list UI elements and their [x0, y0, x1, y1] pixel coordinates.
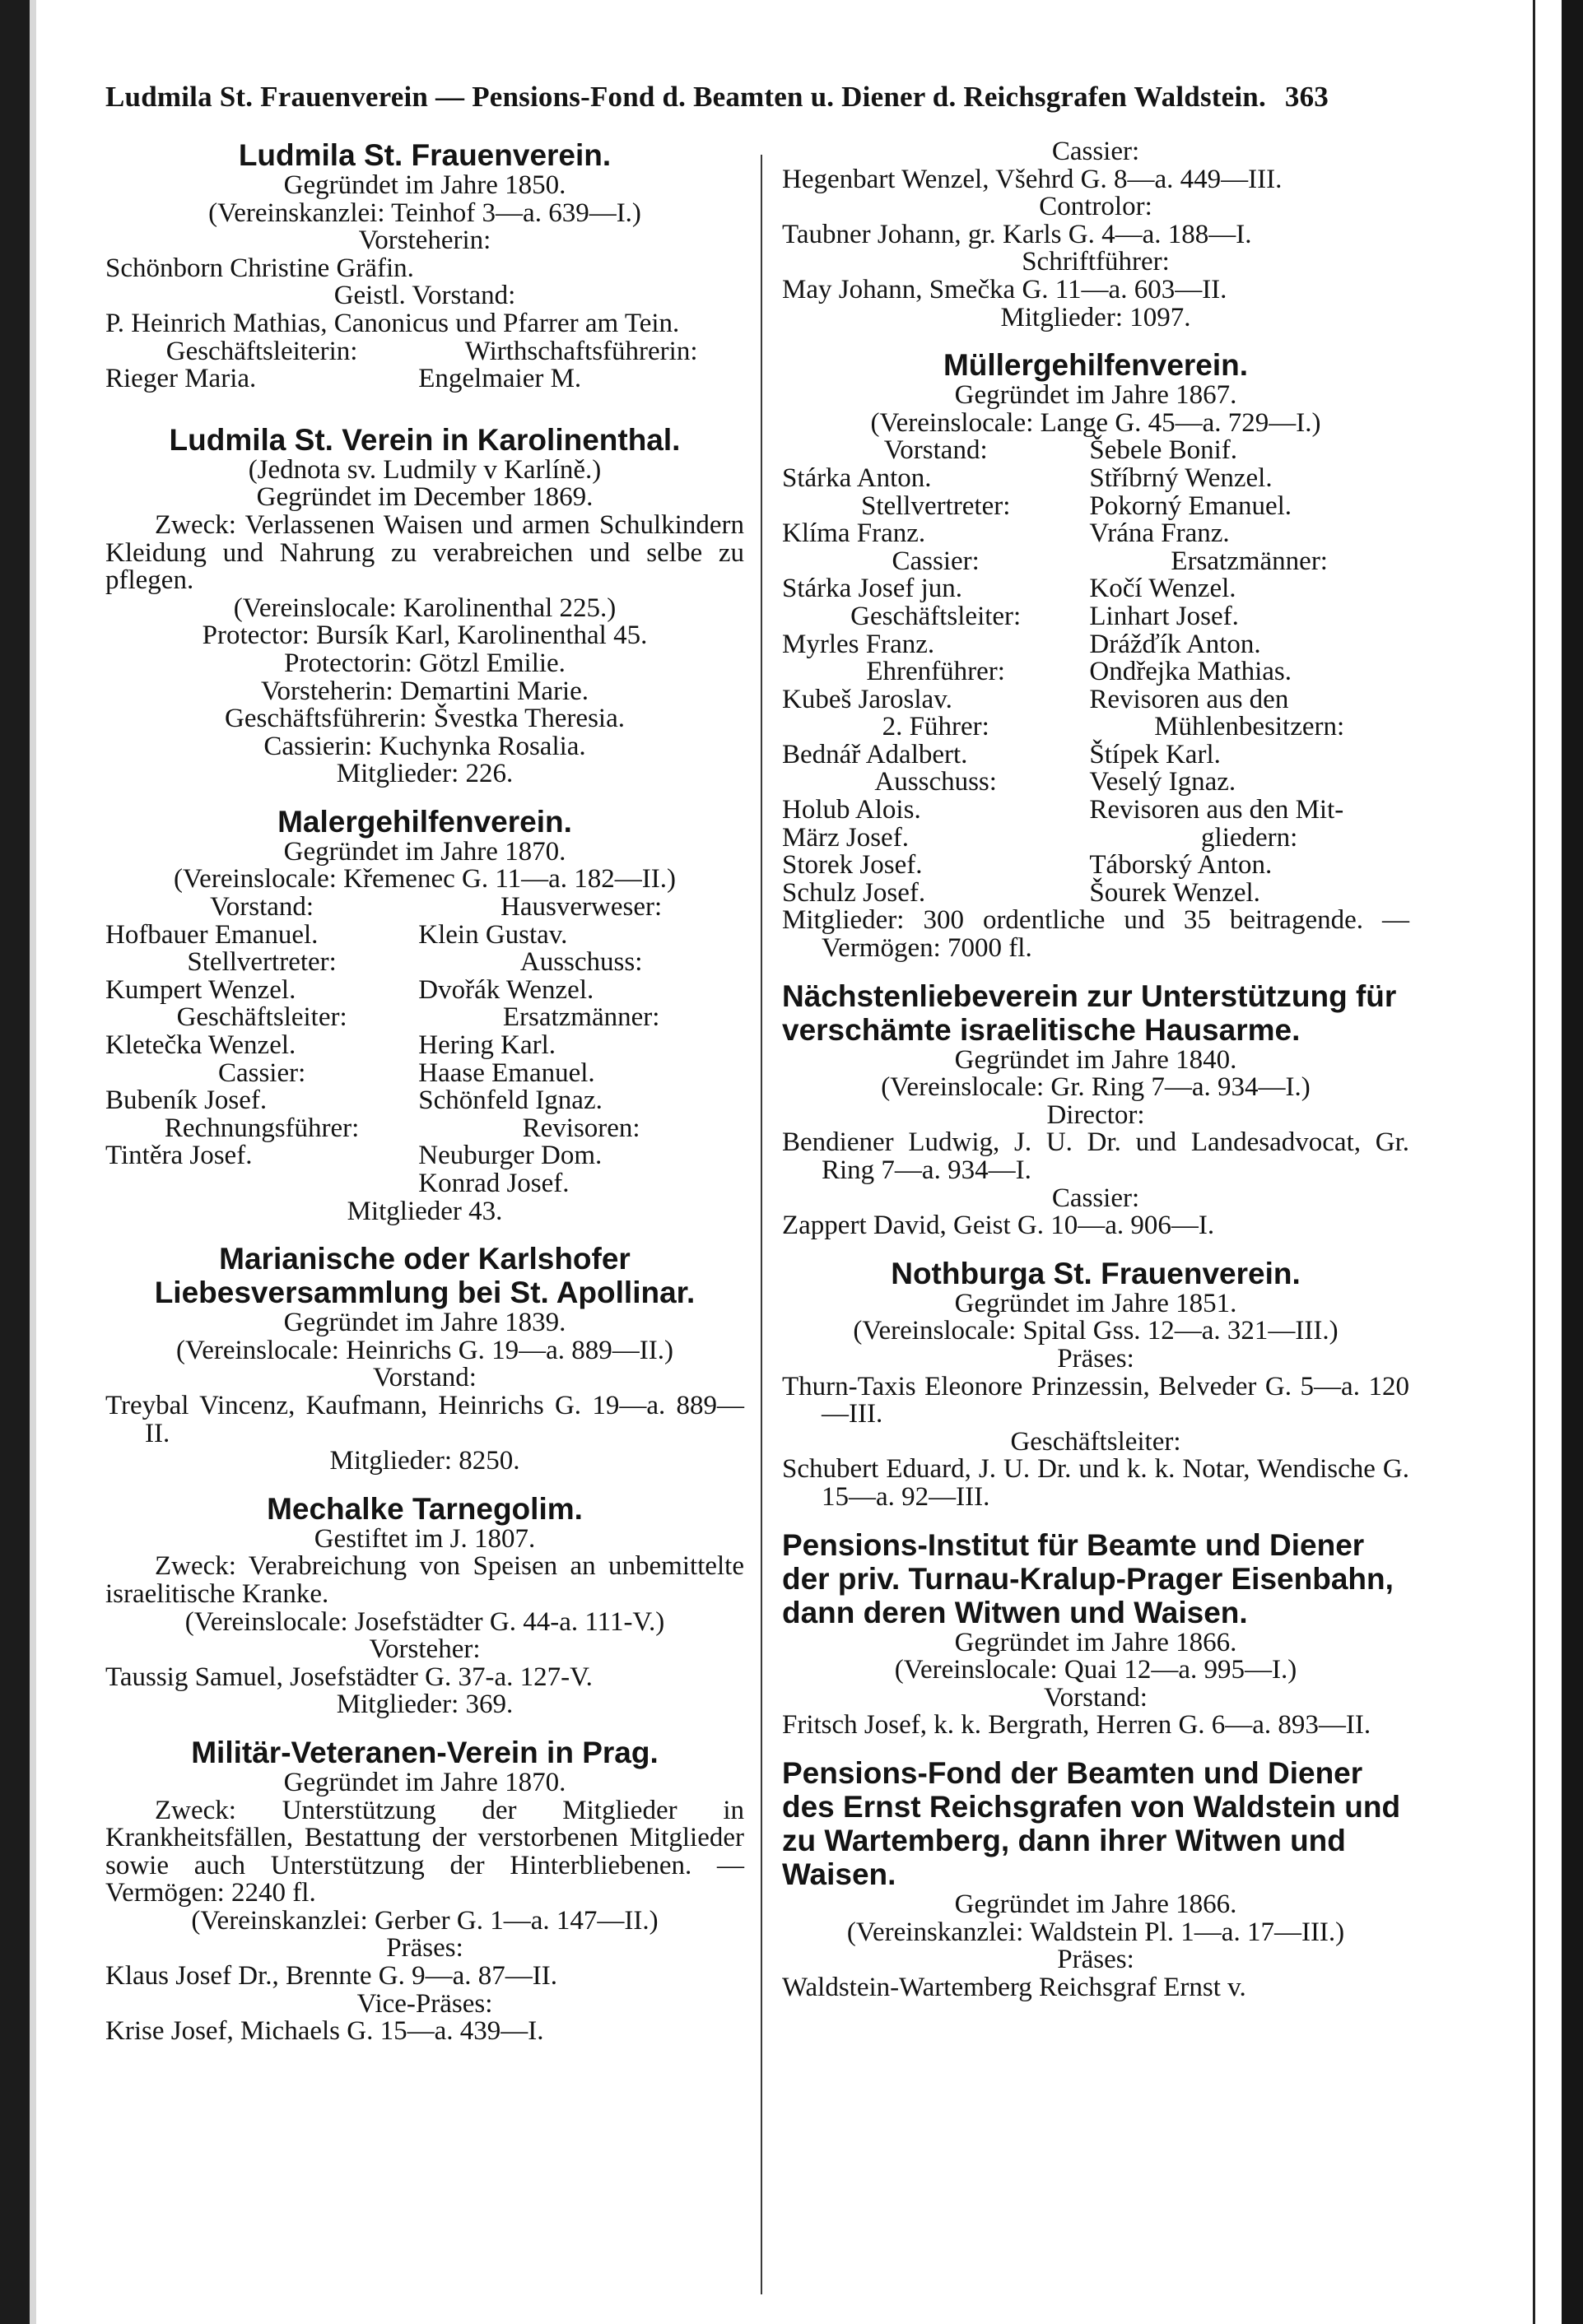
officer-row: [782, 631, 1409, 659]
person-line: Treybal Vincenz, Kaufmann, Heinrichs G. 19—a. 889— II.: [105, 1390, 744, 1448]
person-line: P. Heinrich Mathias, Canonicus und Pfarrer am Tein.: [105, 308, 680, 338]
officer-cell-left: Stárka Josef jun.: [782, 574, 963, 604]
members-line: Mitglieder: 300 ordentliche und 35 beitragende. — Vermögen: 7000 fl.: [782, 905, 1409, 964]
members-line: Mitglieder: 369.: [336, 1690, 514, 1720]
officer-cell-left: Myrles Franz.: [782, 629, 935, 659]
founded-line: Gegründet im Jahre 1866.: [954, 1889, 1237, 1919]
founded-line: Gegründet im Jahre 1851.: [954, 1288, 1237, 1318]
office-line: (Vereinskanzlei: Waldstein Pl. 1—a. 17—III.): [846, 1917, 1345, 1947]
role-label: Cassier:: [1051, 1183, 1140, 1213]
officer-cell-left: März Josef.: [782, 822, 909, 853]
officer-row: [782, 575, 1409, 603]
entry-pensions-institut-turnau: [782, 1528, 1409, 1740]
officer-cell-right: Šourek Wenzel.: [1089, 877, 1260, 908]
officer-cell-left: Storek Josef.: [782, 850, 923, 881]
role-label: Präses:: [1057, 1945, 1134, 1975]
officer-cell-right: Konrad Josef.: [418, 1169, 570, 1198]
purpose-text: Zweck: Unterstützung der Mitglieder in Krankheitsfällen, Bestattung der verstorbenen Mitglieder sowie auch Unterstützung der Hinterbliebenen. — Vermögen: 2240 fl.: [105, 1795, 744, 1908]
entry-title: Marianische oder Karlshofer Liebesversammlung bei St. Apollinar.: [154, 1242, 696, 1310]
officer-cell-left: Kumpert Wenzel.: [105, 974, 296, 1005]
officer-row: [105, 1057, 744, 1088]
officer-cell-right: Pokorný Emanuel.: [1089, 490, 1292, 521]
officer-row: [782, 852, 1409, 880]
officer-cell-right: Neuburger Dom.: [418, 1141, 603, 1171]
column-divider: [761, 155, 762, 2294]
officer-row: [782, 713, 1409, 741]
right-column: [782, 138, 1409, 2001]
page-number: 363: [1284, 81, 1329, 113]
two-col-row: [105, 365, 744, 393]
officer-cell-right: Veselý Ignaz.: [1089, 767, 1236, 797]
officer-cell-left: Schulz Josef.: [782, 877, 926, 908]
locale-line: (Vereinslocale: Josefstädter G. 44-a. 111-V.): [184, 1606, 665, 1637]
entry-title: Nächstenliebeverein zur Unterstützung für verschämte israelitische Hausarme.: [782, 978, 1397, 1047]
officer-cell-right: Ersatzmänner:: [502, 1002, 660, 1033]
role-label: Präses:: [386, 1933, 463, 1964]
officer-row: [105, 1170, 744, 1198]
entry-naechstenliebeverein: [782, 979, 1409, 1240]
officer-cell-left: Holub Alois.: [782, 795, 921, 825]
role-label: Vorstand:: [1044, 1682, 1148, 1713]
officer-cell-left: Stellvertreter:: [187, 947, 337, 978]
locale-line: (Vereinslocale: Quai 12—a. 995—I.): [894, 1655, 1297, 1685]
role-label: Geistl. Vorstand:: [333, 281, 516, 311]
founded-line: Gestiftet im J. 1807.: [314, 1523, 536, 1554]
members-line: Mitglieder: 8250.: [329, 1446, 520, 1476]
role-label: Vorsteher:: [369, 1634, 481, 1665]
person-line: Cassierin: Kuchynka Rosalia.: [263, 731, 586, 761]
officer-row: [782, 822, 1409, 853]
members-line: Mitglieder: 1097.: [1000, 302, 1191, 332]
entry-marianische: [105, 1242, 744, 1476]
entry-muellergehilfenverein: [782, 348, 1409, 962]
officer-cell-left: Ehrenführer:: [866, 657, 1005, 687]
officer-cell-right: Linhart Josef.: [1089, 601, 1239, 631]
officer-cell-right: Revisoren aus den: [1089, 684, 1289, 714]
person-line: Bendiener Ludwig, J. U. Dr. und Landesadvocat, Gr. Ring 7—a. 934—I.: [782, 1127, 1409, 1185]
officer-row: [105, 974, 744, 1005]
person-line: Vorsteherin: Demartini Marie.: [260, 676, 589, 706]
officer-cell-right: Ausschuss:: [519, 947, 643, 978]
officer-cell-right: Táborský Anton.: [1089, 850, 1273, 881]
role-label: Vorstand:: [373, 1363, 477, 1393]
officer-row: [105, 1142, 744, 1170]
officer-row: [105, 894, 744, 922]
founded-line: Gegründet im December 1869.: [256, 482, 594, 513]
officer-cell-right: Hering Karl.: [418, 1030, 556, 1061]
officer-row: [782, 462, 1409, 493]
founded-line: Gegründet im Jahre 1839.: [283, 1308, 566, 1338]
two-col-row: [105, 338, 744, 366]
locale-line: (Vereinslocale: Heinrichs G. 19—a. 889—II.): [176, 1335, 673, 1365]
person-line: Thurn-Taxis Eleonore Prinzessin, Belveder G. 5—a. 120—III.: [782, 1371, 1409, 1429]
officer-row: [105, 1115, 744, 1143]
role-label: Vice-Präses:: [356, 1988, 493, 2019]
founded-line: Gegründet im Jahre 1840.: [954, 1044, 1237, 1075]
person-line: Rieger Maria.: [105, 364, 257, 394]
role-label: Präses:: [1057, 1343, 1134, 1373]
officer-cell-left: Geschäftsleiter:: [850, 601, 1022, 631]
entry-title: Pensions-Fond der Beamten und Diener des Ernst Reichsgrafen von Waldstein und zu Wartemberg, dann ihrer Witwen und Waisen.: [782, 1755, 1401, 1891]
officer-cell-left: Cassier:: [892, 546, 980, 576]
officer-cell-right: Kočí Wenzel.: [1089, 574, 1236, 604]
officer-row: [105, 949, 744, 977]
person-line: Schubert Eduard, J. U. Dr. und k. k. Notar, Wendische G. 15—a. 92—III.: [782, 1454, 1409, 1512]
officer-cell-right: Haase Emanuel.: [418, 1057, 595, 1088]
officer-row: [782, 686, 1409, 714]
person-line: Waldstein-Wartemberg Reichsgraf Ernst v.: [782, 1972, 1246, 2002]
person-line: Hegenbart Wenzel, Všehrd G. 8—a. 449—III.: [782, 164, 1283, 194]
entry-militaer-veteranen: [105, 1736, 744, 2046]
entry-nothburga: [782, 1257, 1409, 1512]
officer-cell-left: Ausschuss:: [874, 767, 997, 797]
scan-border-right: [1562, 0, 1583, 2324]
officer-cell-right: Hausverweser:: [501, 892, 663, 923]
entry-title: Ludmila St. Verein in Karolinenthal.: [169, 422, 681, 457]
officer-cell-left: Rechnungsführer:: [164, 1113, 360, 1143]
officer-cell-right: Dvořák Wenzel.: [418, 974, 594, 1005]
officer-cell-right: Ondřejka Mathias.: [1089, 657, 1292, 687]
entry-continued-top: [782, 138, 1409, 332]
person-line: Klaus Josef Dr., Brennte G. 9—a. 87—II.: [105, 1961, 557, 1992]
officer-table: [782, 437, 1409, 907]
role-label: Wirthschaftsführerin:: [464, 336, 698, 366]
officer-row: [782, 437, 1409, 465]
page-edge-line: [1533, 0, 1535, 2324]
members-line: Mitglieder: 226.: [336, 759, 514, 789]
role-label: Schriftführer:: [1022, 247, 1170, 277]
role-label: Geschäftsleiterin:: [165, 336, 358, 366]
left-column: [105, 138, 744, 2046]
locale-line: (Vereinslocale: Gr. Ring 7—a. 934—I.): [881, 1072, 1311, 1103]
role-label: Director:: [1046, 1099, 1145, 1130]
officer-cell-right: Vrána Franz.: [1089, 518, 1230, 549]
officer-row: [782, 877, 1409, 908]
officer-cell-left: Kubeš Jaroslav.: [782, 684, 952, 714]
officer-row: [782, 741, 1409, 769]
entry-mechalke-tarnegolim: [105, 1492, 744, 1719]
officer-table: [105, 894, 744, 1198]
officer-cell-right: Schönfeld Ignaz.: [418, 1085, 603, 1116]
founded-line: Gegründet im Jahre 1867.: [954, 380, 1237, 411]
person-line: Schönborn Christine Gräfin.: [105, 253, 414, 283]
entry-title: Müllergehilfenverein.: [943, 348, 1249, 383]
locale-line: (Vereinslocale: Spital Gss. 12—a. 321—III.): [853, 1316, 1339, 1346]
officer-cell-right: Ersatzmänner:: [1171, 546, 1328, 576]
officer-row: [782, 603, 1409, 631]
officer-cell-right: Klein Gustav.: [418, 919, 568, 950]
person-line: Protector: Bursík Karl, Karolinenthal 45.: [202, 621, 648, 651]
officer-cell-left: 2. Führer:: [882, 712, 989, 742]
officer-row: [105, 919, 744, 950]
founded-line: Gegründet im Jahre 1870.: [283, 836, 566, 867]
person-line: Protectorin: Götzl Emilie.: [284, 648, 566, 678]
entry-pensions-fond-waldstein: [782, 1756, 1409, 2001]
person-line: May Johann, Smečka G. 11—a. 603—II.: [782, 274, 1227, 304]
officer-row: [782, 490, 1409, 521]
purpose-text: Zweck: Verlassenen Waisen und armen Schulkindern Kleidung und Nahrung zu verabreichen und selbe zu pflegen.: [105, 509, 744, 596]
role-label: Controlor:: [1039, 192, 1152, 222]
officer-row: [782, 797, 1409, 825]
scan-border-left-edge: [30, 0, 36, 2324]
officer-cell-left: Klíma Franz.: [782, 518, 926, 549]
entry-title: Mechalke Tarnegolim.: [267, 1491, 583, 1526]
officer-row: [105, 1032, 744, 1060]
founded-line: Gegründet im Jahre 1866.: [954, 1627, 1237, 1657]
officer-cell-left: Vorstand:: [210, 892, 314, 923]
officer-cell-left: Stárka Anton.: [782, 462, 932, 493]
officer-row: [782, 548, 1409, 576]
officer-cell-left: Stellvertreter:: [860, 490, 1011, 521]
purpose-text: Zweck: Verabreichung von Speisen an unbemittelte israelitische Kranke.: [105, 1551, 744, 1609]
officer-cell-right: gliedern:: [1201, 822, 1298, 853]
officer-row: [782, 658, 1409, 686]
members-line: Mitglieder 43.: [347, 1196, 503, 1226]
locale-line: (Vereinslocale: Křemenec G. 11—a. 182—II.): [174, 864, 676, 895]
role-label: Vorsteherin:: [358, 225, 491, 256]
officer-cell-left: Hofbauer Emanuel.: [105, 919, 319, 950]
founded-line: Gegründet im Jahre 1850.: [283, 170, 566, 200]
entry-title: Militär-Veteranen-Verein in Prag.: [191, 1735, 659, 1769]
officer-cell-left: Kletečka Wenzel.: [105, 1030, 296, 1061]
person-line: Engelmaier M.: [418, 364, 582, 394]
officer-cell-right: Stříbrný Wenzel.: [1089, 462, 1273, 493]
officer-cell-right: Revisoren aus den Mit-: [1089, 795, 1344, 825]
officer-cell-left: Geschäftsleiter:: [176, 1002, 347, 1033]
running-header: [105, 81, 1422, 114]
officer-cell-left: Tintěra Josef.: [105, 1141, 253, 1171]
officer-cell-left: Cassier:: [217, 1057, 306, 1088]
entry-ludmila-frauenverein: [105, 138, 744, 393]
officer-cell-right: Šebele Bonif.: [1089, 435, 1238, 466]
role-label: Geschäftsleiter:: [1010, 1426, 1181, 1457]
person-line: Taubner Johann, gr. Karls G. 4—a. 188—I.: [782, 219, 1252, 249]
scan-border-left: [0, 0, 30, 2324]
officer-cell-left: Bednář Adalbert.: [782, 739, 968, 769]
office-line: (Vereinskanzlei: Teinhof 3—a. 639—I.): [208, 198, 641, 228]
role-label: Cassier:: [1051, 137, 1140, 166]
officer-cell-left: Vorstand:: [883, 435, 988, 466]
entry-title: Pensions-Institut für Beamte und Diener der priv. Turnau-Kralup-Prager Eisenbahn, dann deren Witwen und Waisen.: [782, 1527, 1394, 1629]
locale-line: (Vereinslocale: Lange G. 45—a. 729—I.): [870, 407, 1321, 438]
officer-row: [782, 520, 1409, 548]
subtitle-line: (Jednota sv. Ludmily v Karlíně.): [248, 454, 602, 485]
office-line: (Vereinskanzlei: Gerber G. 1—a. 147—II.): [191, 1905, 659, 1936]
officer-cell-right: Drážďík Anton.: [1089, 629, 1261, 659]
entry-ludmila-karolinenthal: [105, 423, 744, 788]
officer-cell-right: Revisoren:: [522, 1113, 640, 1143]
locale-line: (Vereinslocale: Karolinenthal 225.): [233, 593, 617, 623]
entry-title: Malergehilfenverein.: [277, 804, 572, 839]
entry-title: Nothburga St. Frauenverein.: [891, 1256, 1301, 1290]
founded-line: Gegründet im Jahre 1870.: [283, 1767, 566, 1797]
person-line: Geschäftsführerin: Švestka Theresia.: [225, 704, 625, 734]
person-line: Taussig Samuel, Josefstädter G. 37-a. 127-V.: [105, 1662, 593, 1692]
running-title: Ludmila St. Frauenverein — Pensions-Fond d. Beamten u. Diener d. Reichsgrafen Waldstein.: [105, 81, 1266, 113]
officer-row: [105, 1004, 744, 1032]
entry-malergehilfenverein: [105, 805, 744, 1225]
officer-cell-left: [105, 1170, 418, 1198]
officer-cell-left: Bubeník Josef.: [105, 1085, 268, 1116]
officer-cell-right: Mühlenbesitzern:: [1154, 712, 1345, 742]
officer-row: [782, 769, 1409, 797]
officer-cell-right: Štípek Karl.: [1089, 739, 1221, 769]
person-line: Zappert David, Geist G. 10—a. 906—I.: [782, 1211, 1215, 1241]
entry-title: Ludmila St. Frauenverein.: [238, 138, 612, 172]
officer-row: [105, 1087, 744, 1115]
person-line: Fritsch Josef, k. k. Bergrath, Herren G. 6—a. 893—II.: [782, 1710, 1371, 1741]
person-line: Krise Josef, Michaels G. 15—a. 439—I.: [105, 2016, 544, 2047]
